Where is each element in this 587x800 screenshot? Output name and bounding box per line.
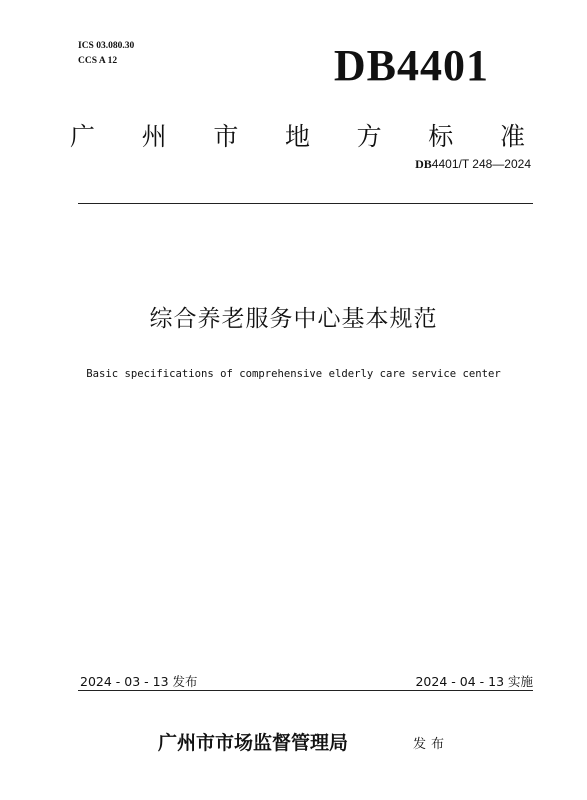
ics-code: ICS 03.080.30 <box>78 41 135 51</box>
standard-type-char: 准 <box>499 122 525 151</box>
issuing-authority: 广州市市场监督管理局 <box>158 732 349 754</box>
standard-type-char: 方 <box>356 122 382 151</box>
standard-type-char: 州 <box>141 122 167 151</box>
title-english: Basic specifications of comprehensive elderly care service center <box>86 368 501 380</box>
standard-type-heading <box>70 124 525 149</box>
standard-type-char: 标 <box>428 122 454 151</box>
standard-number-prefix: DB <box>415 157 432 171</box>
standard-type-char: 广 <box>70 122 96 151</box>
implement-date: 2024 - 04 - 13 实施 <box>415 674 533 689</box>
ccs-code: CCS A 12 <box>78 56 118 66</box>
issue-label: 发布 <box>413 737 450 752</box>
title-chinese: 综合养老服务中心基本规范 <box>149 306 438 332</box>
standard-type-char: 市 <box>213 122 239 151</box>
top-divider <box>78 203 533 204</box>
standard-number-rest: 4401/T 248—2024 <box>431 157 531 171</box>
publish-date: 2024 - 03 - 13 发布 <box>80 674 198 689</box>
bottom-divider <box>78 690 533 691</box>
standard-type-char: 地 <box>284 122 310 151</box>
db-code: DB4401 <box>333 41 489 90</box>
standard-number <box>415 157 531 172</box>
